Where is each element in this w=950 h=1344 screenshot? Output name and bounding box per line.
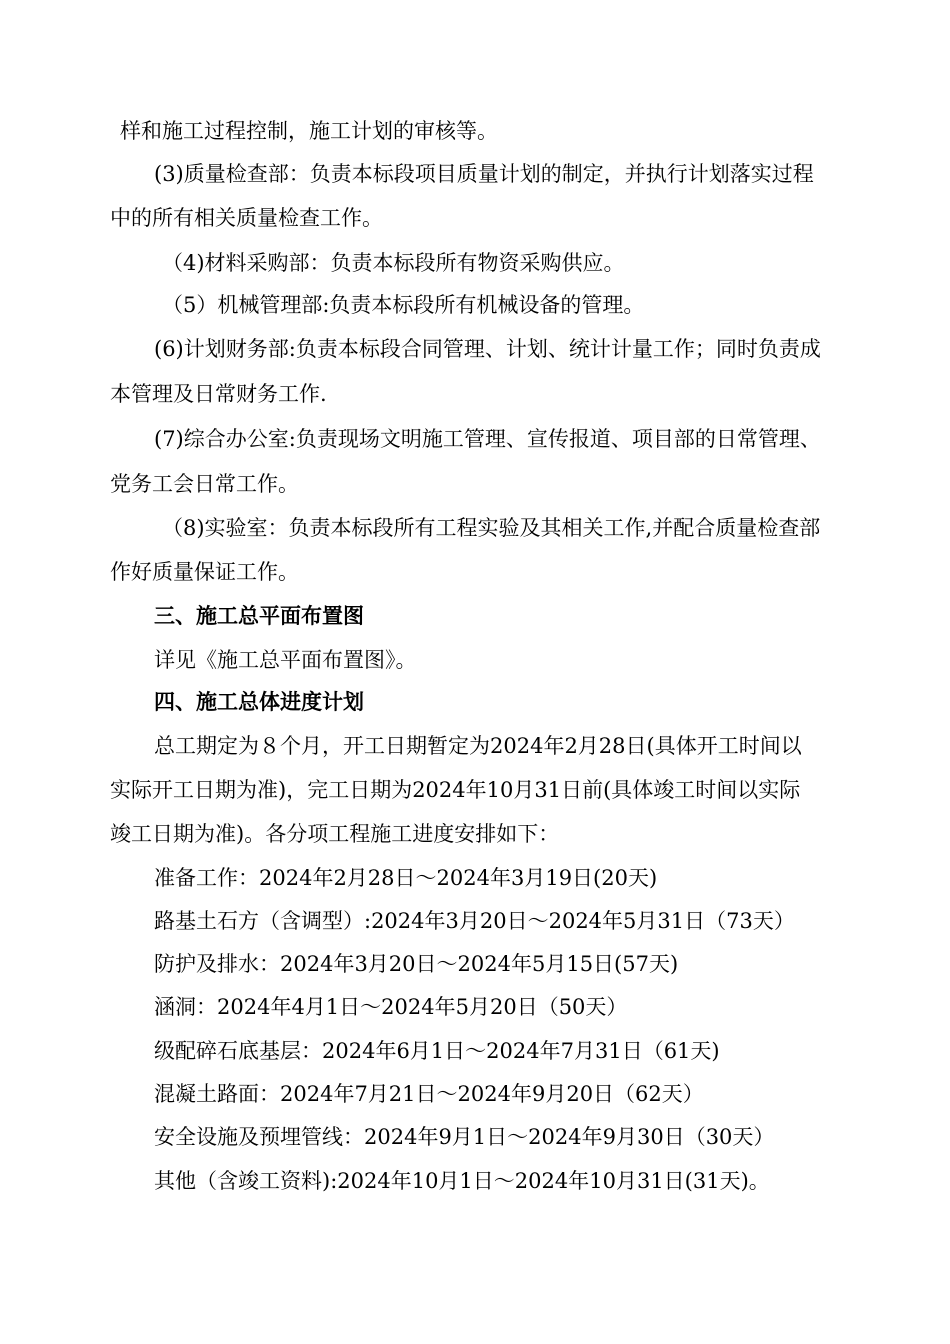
schedule-item: 混凝土路面：2024年7月21日～2024年9月20日（62天） [154, 1082, 704, 1106]
schedule-item: 安全设施及预埋管线：2024年9月1日～2024年9月30日（30天） [154, 1125, 775, 1149]
text-line: 总工期定为８个月，开工日期暂定为2024年2月28日(具体开工时间以 [154, 734, 802, 758]
text-line: （5）机械管理部:负责本标段所有机械设备的管理。 [162, 293, 645, 317]
section-heading: 三、施工总平面布置图 [154, 603, 364, 628]
text-line: (3)质量检查部：负责本标段项目质量计划的制定，并执行计划落实过程 [154, 162, 814, 186]
text-line: 样和施工过程控制，施工计划的审核等。 [120, 119, 498, 143]
schedule-item: 其他（含竣工资料):2024年10月1日～2024年10月31日(31天)。 [154, 1169, 770, 1193]
section-heading: 四、施工总体进度计划 [154, 689, 364, 714]
text-line: 中的所有相关质量检查工作。 [110, 206, 383, 230]
schedule-item: 准备工作：2024年2月28日～2024年3月19日(20天) [154, 866, 658, 890]
schedule-item: 防护及排水：2024年3月20日～2024年5月15日(57天) [154, 952, 679, 976]
text-line: 竣工日期为准)。各分项工程施工进度安排如下： [110, 822, 560, 846]
text-line: 详见《施工总平面布置图》。 [154, 648, 417, 672]
text-line: (7)综合办公室:负责现场文明施工管理、宣传报道、项目部的日常管理、 [154, 427, 821, 451]
text-line: 本管理及日常财务工作. [110, 382, 327, 406]
text-line: (6)计划财务部:负责本标段合同管理、计划、统计计量工作；同时负责成 [154, 337, 821, 361]
text-line: 作好质量保证工作。 [110, 560, 299, 584]
schedule-item: 路基土石方（含调型）:2024年3月20日～2024年5月31日（73天） [154, 909, 795, 933]
schedule-item: 涵洞：2024年4月1日～2024年5月20日（50天） [154, 995, 628, 1019]
text-line: 党务工会日常工作。 [110, 472, 299, 496]
text-line: （8)实验室：负责本标段所有工程实验及其相关工作,并配合质量检查部 [162, 516, 821, 540]
text-line: 实际开工日期为准)，完工日期为2024年10月31日前(具体竣工时间以实际 [110, 778, 801, 802]
text-line: （4)材料采购部：负责本标段所有物资采购供应。 [162, 251, 625, 275]
schedule-item: 级配碎石底基层：2024年6月1日～2024年7月31日（61天) [154, 1039, 720, 1063]
